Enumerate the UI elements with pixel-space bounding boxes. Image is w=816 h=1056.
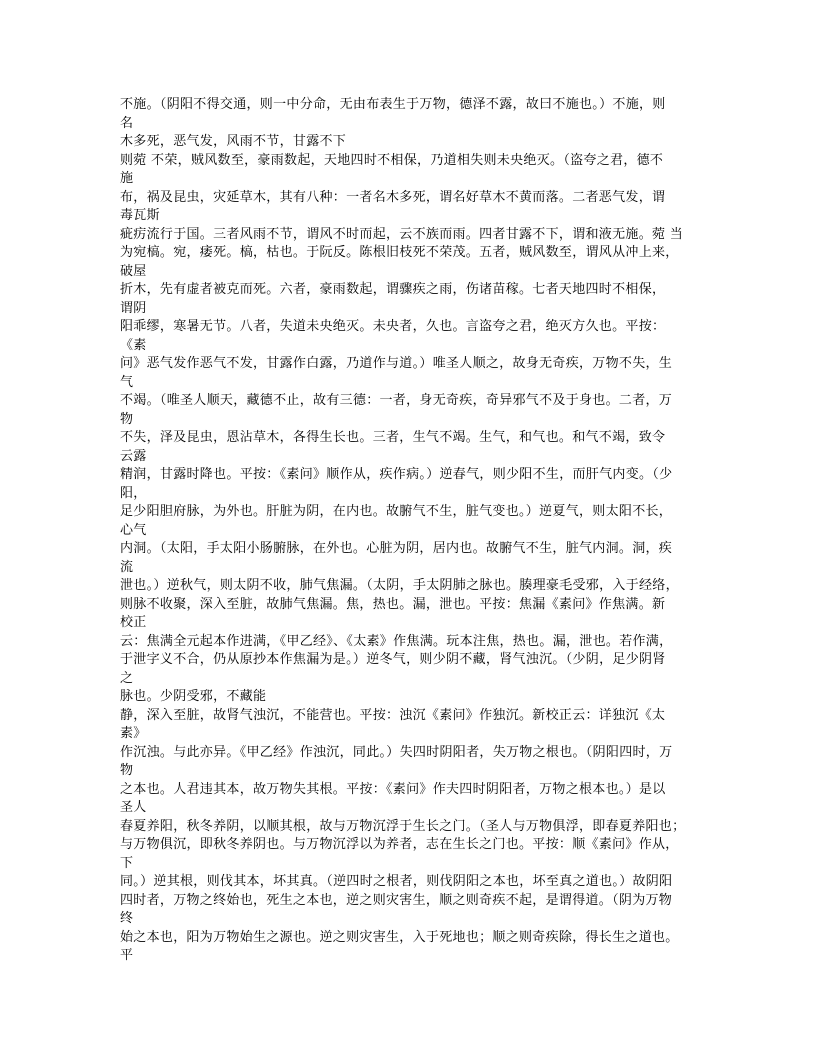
text-line: 精润，甘露时降也。平按：《素问》顺作从，疾作病。）逆春气，则少阳不生，而肝气内变。（少	[120, 467, 673, 482]
text-line: 破屋	[120, 263, 147, 279]
text-line: 下	[120, 855, 134, 871]
text-line: 脉也。少阴受邪，不藏能	[120, 689, 267, 704]
text-line: 为宛槁。宛，痿死。槁，枯也。于阮反。陈根旧枝死不荣茂。五者，贼风数至，谓风从冲上来，	[120, 245, 679, 260]
text-line: 物	[120, 763, 134, 778]
text-line: 之	[120, 670, 134, 686]
text-line: 折木，先有虚者被克而死。六者，豪雨数起，谓骤疾之雨，伤诸苗稼。七者天地四时不相保，	[120, 282, 666, 297]
text-line: 素》	[120, 726, 147, 741]
text-line: 春夏养阳，秋冬养阴，以顺其根，故与万物沉浮于生长之门。（圣人与万物俱浮，即春夏养阳也；	[120, 818, 686, 834]
text-line: 流	[120, 559, 134, 575]
text-line: 疵疠流行于国。三者风雨不节，谓风不时而起，云不族而雨。四者甘露不下，谓和液无施。菀 当	[120, 226, 684, 242]
text-line: 阳乖缪，寒暑无节。八者，失道未央绝灭。未央者，久也。言盗夸之君，绝灭方久也。平按：	[120, 319, 666, 334]
text-line: 内洞。（太阳，手太阳小肠腑脉，在外也。心脏为阴，居内也。故腑气不生，脏气内洞。洞，疾	[120, 541, 673, 556]
text-line: 足少阳胆府脉，为外也。肝脏为阴，在内也。故腑气不生，脏气变也。）逆夏气，则太阳不长，	[120, 504, 673, 519]
text-line: 不失，泽及昆虫，恩沾草木，各得生长也。三者，生气不竭。生气，和气也。和气不竭，致令	[120, 430, 666, 445]
text-line: 则脉不收聚，深入至脏，故肺气焦漏。焦，热也。漏，泄也。平按：焦漏《素问》作焦满。新	[120, 596, 666, 612]
text-line: 始之本也，阳为万物始生之源也。逆之则灾害生，入于死地也；顺之则奇疾除，得长生之道也。	[120, 929, 679, 945]
text-line: 同。）逆其根，则伐其本，坏其真。（逆四时之根者，则伐阴阳之本也，坏至真之道也。）故阴阳	[120, 874, 673, 889]
text-line: 校正	[120, 615, 147, 630]
text-line: 云：焦满全元起本作进满，《甲乙经》、《太素》作焦满。玩本注焦，热也。漏，泄也。若作满，	[120, 633, 673, 649]
text-line: 平	[120, 948, 134, 963]
text-line: 不竭。（唯圣人顺天，藏德不止，故有三德：一者，身无奇疾，奇异邪气不及于身也。二者，万	[120, 393, 673, 408]
text-line: 于泄字义不合，仍从原抄本作焦漏为是。）逆冬气，则少阴不藏，肾气浊沉。（少阴，足少阴肾	[120, 652, 666, 667]
text-line: 不施。（阴阳不得交通，则一中分命，无由布表生于万物，德泽不露，故曰不施也。）不施，则	[120, 97, 666, 112]
text-line: 谓阴	[120, 300, 147, 316]
document-page	[120, 96, 700, 966]
text-line: 则菀 不荣，贼风数至，豪雨数起，天地四时不相保，乃道相失则未央绝灭。（盗夸之君，德不	[120, 152, 664, 168]
text-line: 泄也。）逆秋气，则太阴不收，肺气焦漏。（太阴，手太阴肺之脉也。腠理豪毛受邪，入于经络，	[120, 578, 679, 593]
text-line: 心气	[120, 522, 147, 538]
text-line: 与万物俱沉，即秋冬养阴也。与万物沉浮以为养者，志在生长之门也。平按：顺《素问》作从，	[120, 837, 679, 852]
text-line: 气	[120, 374, 134, 390]
text-line: 四时者，万物之终始也，死生之本也，逆之则灾害生，顺之则奇疾不起，是谓得道。（阴为万物	[120, 892, 673, 908]
text-line: 施	[120, 171, 134, 186]
text-line: 名	[120, 115, 134, 131]
text-line: 终	[120, 911, 134, 926]
text-line: 静，深入至脏，故肾气浊沉，不能营也。平按：浊沉《素问》作独沉。新校正云：详独沉《太	[120, 707, 666, 723]
text-line: 木多死，恶气发，风雨不节，甘露不下	[120, 134, 347, 149]
text-line: 云露	[120, 448, 147, 464]
text-line: 《素	[120, 337, 147, 353]
text-line: 问》恶气发作恶气不发，甘露作白露，乃道作与道。）唯圣人顺之，故身无奇疾，万物不失，生	[120, 356, 673, 371]
text-line: 圣人	[120, 800, 147, 815]
text-line: 作沉浊。与此亦异。《甲乙经》作浊沉，同此。）失四时阴阳者，失万物之根也。（阴阳四时，万	[120, 744, 673, 760]
text-line: 物	[120, 411, 134, 427]
text-line: 之本也。人君违其本，故万物失其根。平按：《素问》作夫四时阴阳者，万物之根本也。）是以	[120, 781, 666, 797]
text-line: 布，祸及昆虫，灾延草木，其有八种：一者名木多死，谓名好草木不黄而落。二者恶气发，谓	[120, 189, 666, 205]
text-line: 阳，	[120, 485, 147, 501]
text-line: 毒瓦斯	[120, 208, 160, 223]
